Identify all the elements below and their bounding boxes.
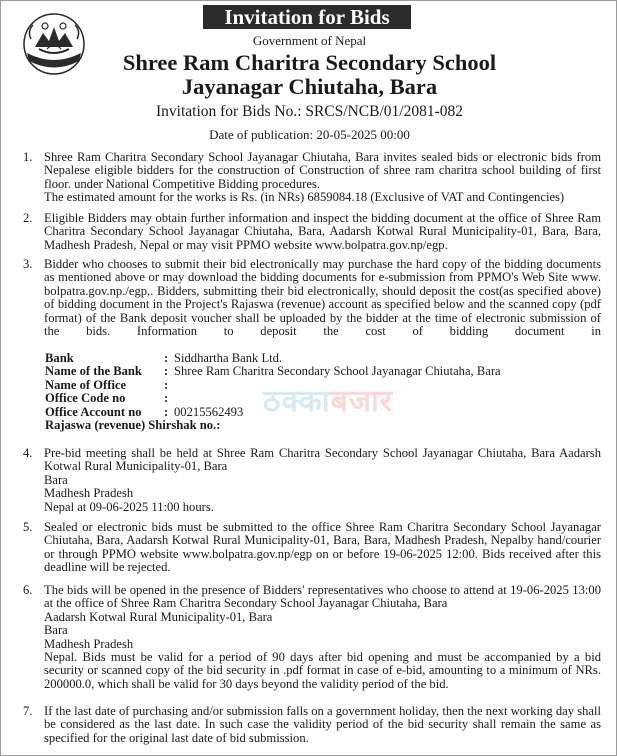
bid-validity-text: Nepal. Bids must be valid for a period of 90 days after bid opening and must be accompanied by a bid security or scanned copy of the bid security in .pdf format in case of e-bid, amounting to a minimum of NRs. 200000.0, which shall be valid for 30 days beyond the validity period of the bid. (44, 650, 601, 691)
item-number: 5. (23, 520, 33, 534)
notice-page: Invitation for Bids Government of Nepal Shree Ram Charitra Secondary School Jayanagar Chiutaha, Bara Invitation for Bids No.: SRCS/NCB/01/2081-082 Date of publication: 20-05-2025 00:00 ठक्काबजार 1. Shree Ram Charitra Secondary School Jayanagar Chiutaha, Bara invites sealed bids or electronic bids from Nepalese eligible bidders for the construction of Construction of shree ram charitra school building of first floor. under National Competitive Bidding procedures. The estimated amount for the works is Rs. (in NRs) 6859084.18 (Exclusive of VAT and Contingencies) 2. Eligible Bidders may obtain further information and inspect the bidding document at the office of Shree Ram Charitra Secondary School Jayanagar Chiutaha, Bara, Aadarsh Kotwal Rural Municipality-01, Bara, Bara, Madhesh Pradesh, Nepal or may visit PPMO website www.bolpatra.gov.np/egp. 3. Bidder who chooses to submit their bid electronically may purchase the hard copy of the bidding documents as mentioned above or may download the bidding documents for e-submission from PPMO's Web Site www. bolpatra.gov.np./egp,. Bidders, submitting their bid electronically, should deposit the cost(as specified above) of bidding document in the Project's Rajaswa (revenue) account as specified below and the scanned copy (pdf format) of the Bank deposit voucher shall be uploaded by the bidder at the time of electronic submission of the bids. Information to deposit the cost of bidding document in Bank : Siddhartha Bank Ltd. Name of the Bank : Shree Ram Charitra Secondary School Jayanagar Chiutaha, Bara Name of Office : Office Code no : Office Account no : 00215562493 Rajaswa (revenue) Shirshak no.: 4. Pre-bid meeting shall be held at Shree Ram Charitra Secondary School Jayanagar Chiutaha, Bara Aadarsh Kotwal Rural Municipality-01, Bara Bara Madhesh Pradesh Nepal at 09-06-2025 11:00 hours. 5. Sealed or electronic bids must be submitted to the office Shree Ram Charitra Secondary School Jayanagar Chiutaha, Bara, Aadarsh Kotwal Rural Municipality-01, Bara, Bara, Madhesh Pradesh, Nepalby hand/courier or through PPMO website www.bolpatra.gov.np/egp on or before 19-06-2025 12:00. Bids received after this deadline will be rejected. 6. The bids will be opened in the presence of Bidders' representatives who choose to attend at 19-06-2025 13:00 at the office of Shree Ram Charitra Secondary School Jayanagar Chiutaha, Bara Aadarsh Kotwal Rural Municipality-01, Bara Bara Madhesh Pradesh Nepal. Bids must be valid for a period of 90 days after bid opening and must be accompanied by a bid security or scanned copy of the bid security in .pdf format in case of e-bid, amounting to a minimum of NRs. 200000.0, which shall be valid for 30 days beyond the validity period of the bid. 7. If the last date of purchasing and/or submission falls on a government holiday, then the next working day shall be considered as the last date. In such case the validity period of the bid security shall remain the same as specified for the original last date of bid submission. (0, 0, 617, 756)
school-name-line1: Shree Ram Charitra Secondary School (122, 50, 497, 75)
list-item: 4. Pre-bid meeting shall be held at Shree Ram Charitra Secondary School Jayanagar Chiutaha, Bara Aadarsh Kotwal Rural Municipality-01, Bara Bara Madhesh Pradesh Nepal at 09-06-2025 11:00 hours. (23, 446, 601, 514)
invitation-banner: Invitation for Bids (203, 5, 411, 29)
list-item (23, 151, 601, 205)
item-text: Eligible Bidders may obtain further information and inspect the bidding document at the office of Shree Ram Charitra Secondary School Jayanagar Chiutaha, Bara, Aadarsh Kotwal Rural Municipality-01, Bara, Bara, Madhesh Pradesh, Nepal or may visit PPMO website www.bolpatra.gov.np/egp. (44, 211, 601, 252)
government-label: Government of Nepal (252, 33, 367, 48)
item-number: 4. (23, 446, 33, 460)
school-name-line2: Jayanagar Chiutaha, Bara (181, 74, 438, 99)
item-number: 3. (23, 257, 33, 271)
item-text: The bids will be opened in the presence of Bidders' representatives who choose to attend at 19-06-2025 13:00 at the office of Shree Ram Charitra Secondary School Jayanagar Chiutaha, Bara (44, 583, 601, 611)
ifb-number: Invitation for Bids No.: SRCS/NCB/01/2081-082 (155, 103, 463, 120)
item-text: Pre-bid meeting shall be held at Shree Ram Charitra Secondary School Jayanagar Chiutaha, Bara Aadarsh Kotwal Rural Municipality-01, Bara (44, 446, 601, 474)
item-text: If the last date of purchasing and/or submission falls on a government holiday, then the next working day shall be considered as the last date. In such case the validity period of the bid security shall remain the same as specified for the original last date of bid submission. (44, 704, 601, 745)
list-item (23, 212, 601, 252)
item-text: Shree Ram Charitra Secondary School Jayanagar Chiutaha, Bara invites sealed bids or electronic bids from Nepalese eligible bidders for the construction of Construction of shree ram charitra school building of first floor. under National Competitive Bidding procedures. (44, 150, 601, 191)
list-item (23, 705, 601, 745)
list-item (23, 521, 601, 575)
item-number: 1. (23, 150, 33, 164)
item-number: 7. (23, 704, 33, 718)
publication-date: Date of publication: 20-05-2025 00:00 (209, 127, 410, 142)
item-text: Sealed or electronic bids must be submitted to the office Shree Ram Charitra Secondary School Jayanagar Chiutaha, Bara, Aadarsh Kotwal Rural Municipality-01, Bara, Bara, Madhesh Pradesh, Nepalby hand/courier or through PPMO website www.bolpatra.gov.np/egp on or before 19-06-2025 12:00. Bids received after this deadline will be rejected. (44, 520, 601, 575)
list-item (23, 258, 601, 338)
watermark-logo: ठक्काबजार (263, 384, 394, 419)
item-number: 6. (23, 583, 33, 597)
list-item: 6. The bids will be opened in the presence of Bidders' representatives who choose to attend at 19-06-2025 13:00 at the office of Shree Ram Charitra Secondary School Jayanagar Chiutaha, Bara Aadarsh Kotwal Rural Municipality-01, Bara Bara Madhesh Pradesh Nepal. Bids must be valid for a period of 90 days after bid opening and must be accompanied by a bid security or scanned copy of the bid security in .pdf format in case of e-bid, amounting to a minimum of NRs. 200000.0, which shall be valid for 30 days beyond the validity period of the bid. (23, 583, 601, 691)
estimated-amount: The estimated amount for the works is Rs. (in NRs) 6859084.18 (Exclusive of VAT and Contingencies) (44, 190, 565, 205)
item-number: 2. (23, 211, 33, 225)
item-text: Bidder who chooses to submit their bid electronically may purchase the hard copy of the bidding documents as mentioned above or may download the bidding documents for e-submission from PPMO's Web Site www. bolpatra.gov.np./egp,. Bidders, submitting their bid electronically, should deposit the cost(as specified above) of bidding document in the Project's Rajaswa (revenue) account as specified below and the scanned copy (pdf format) of the Bank deposit voucher shall be uploaded by the bidder at the time of electronic submission of the bids. Information to deposit the cost of bidding document in (44, 257, 601, 339)
